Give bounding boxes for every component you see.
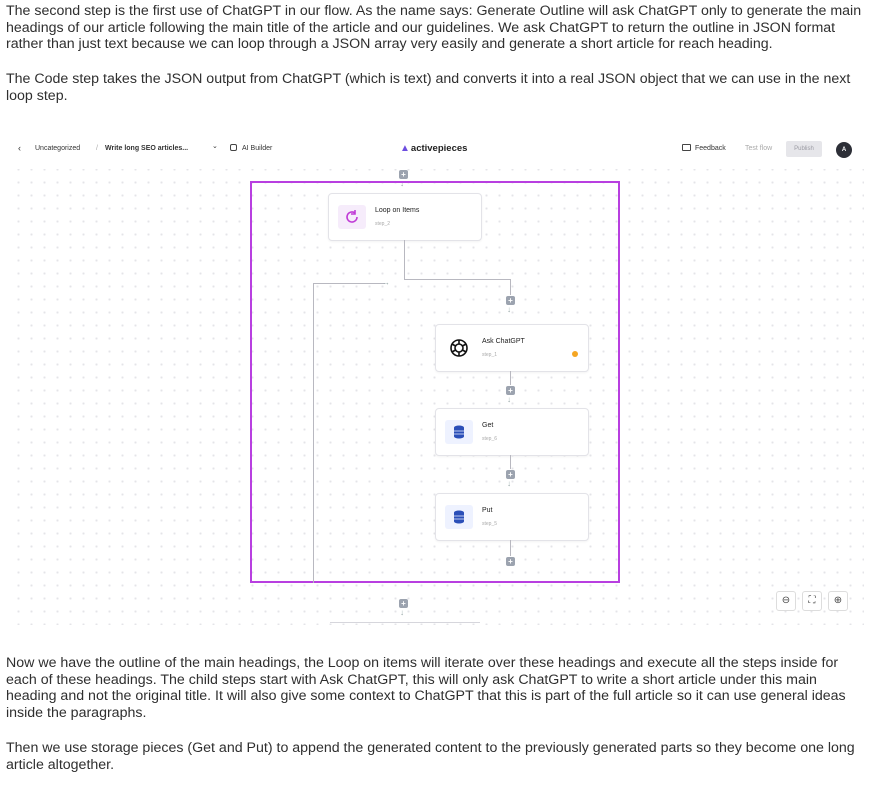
storage-icon bbox=[445, 420, 473, 444]
connector-arrow: ↓ bbox=[400, 608, 404, 617]
breadcrumb-separator: / bbox=[96, 145, 98, 152]
zoom-controls bbox=[776, 589, 856, 611]
step-loop-on-items[interactable] bbox=[328, 193, 482, 241]
connector-arrow: ↓ bbox=[507, 479, 511, 488]
code-step-paragraph: The Code step takes the JSON output from ChatGPT (which is text) and converts it into a real JSON object that we can use in the next loop step. bbox=[6, 71, 851, 104]
storage-icon bbox=[445, 505, 473, 529]
connector-arrow: ↓ bbox=[507, 305, 511, 314]
ai-builder-icon[interactable] bbox=[230, 144, 237, 151]
connector-line bbox=[510, 455, 511, 469]
warning-icon bbox=[572, 351, 578, 357]
openai-icon bbox=[445, 336, 473, 360]
storage-explanation-paragraph: Then we use storage pieces (Get and Put) to append the generated content to the previously generated parts so they become one long article altogether. bbox=[6, 740, 855, 773]
zoom-in-icon[interactable]: ⊕ bbox=[828, 591, 848, 611]
chevron-down-icon[interactable]: ⌄ bbox=[212, 143, 218, 150]
feedback-button[interactable]: Feedback bbox=[695, 145, 726, 152]
add-step-button[interactable]: + bbox=[506, 386, 515, 395]
add-step-button[interactable]: + bbox=[399, 170, 408, 179]
connector-line bbox=[510, 279, 511, 295]
add-step-button[interactable]: + bbox=[506, 557, 515, 566]
connector-line bbox=[510, 540, 511, 556]
loop-icon bbox=[338, 205, 366, 229]
publish-button[interactable]: Publish bbox=[786, 141, 822, 157]
step-title: Ask ChatGPT bbox=[482, 338, 525, 345]
loop-explanation-paragraph: Now we have the outline of the main headings, the Loop on items will iterate over these headings and execute all the steps inside for each of these headings. The child steps start with Ask ChatGPT, this will only ask ChatGPT to write a short article under this main heading and not the original title. It will also give some context to ChatGPT that this is part of the full article so it can use general ideas inside the paragraphs. bbox=[6, 655, 846, 722]
loop-return-line bbox=[313, 283, 314, 583]
connector-arrow: ↓ bbox=[400, 179, 404, 188]
loop-return-line bbox=[313, 283, 385, 284]
back-chevron-icon[interactable]: ‹ bbox=[18, 143, 21, 153]
step-ask-chatgpt[interactable] bbox=[435, 324, 589, 372]
step-id: step_5 bbox=[482, 521, 498, 527]
step-id: step_6 bbox=[482, 436, 498, 442]
activepieces-logo-icon: ▲ bbox=[400, 143, 410, 154]
connector-arrow: ↓ bbox=[507, 395, 511, 404]
add-step-button[interactable]: + bbox=[506, 296, 515, 305]
step-title: Get bbox=[482, 422, 494, 429]
test-flow-button[interactable]: Test flow bbox=[745, 145, 773, 152]
flow-builder-screenshot bbox=[8, 133, 864, 625]
add-step-button[interactable]: + bbox=[399, 599, 408, 608]
step-id: step_1 bbox=[482, 352, 498, 358]
ai-builder-button[interactable]: AI Builder bbox=[242, 145, 273, 152]
connector-line bbox=[404, 279, 511, 280]
step-id: step_2 bbox=[375, 221, 391, 227]
breadcrumb-folder[interactable]: Uncategorized bbox=[35, 145, 81, 152]
activepieces-logo bbox=[400, 143, 467, 154]
next-step-card-edge bbox=[330, 622, 480, 623]
step-title: Put bbox=[482, 507, 493, 514]
fit-view-icon[interactable]: ⛶ bbox=[802, 591, 822, 611]
add-step-button[interactable]: + bbox=[506, 470, 515, 479]
connector-arrow: → bbox=[382, 278, 390, 287]
step-get[interactable] bbox=[435, 408, 589, 456]
logo-text: activepieces bbox=[410, 143, 468, 154]
step-put[interactable] bbox=[435, 493, 589, 541]
step-title: Loop on Items bbox=[375, 207, 420, 214]
zoom-out-icon[interactable]: ⊖ bbox=[776, 591, 796, 611]
connector-line bbox=[510, 371, 511, 385]
intro-paragraph: The second step is the first use of ChatGPT in our flow. As the name says: Generate Outline will ask ChatGPT only to generate the main headings of our article following the main title of the article and our guidelines. We ask ChatGPT to return the outline in JSON format rather than just text because we can loop through a JSON array very easily and generate a short article for reach heading. bbox=[6, 3, 862, 53]
user-avatar[interactable]: A bbox=[836, 142, 852, 158]
flow-name[interactable]: Write long SEO articles... bbox=[105, 145, 189, 152]
feedback-icon[interactable] bbox=[682, 144, 691, 151]
connector-line bbox=[404, 240, 405, 280]
builder-topbar bbox=[8, 133, 864, 169]
